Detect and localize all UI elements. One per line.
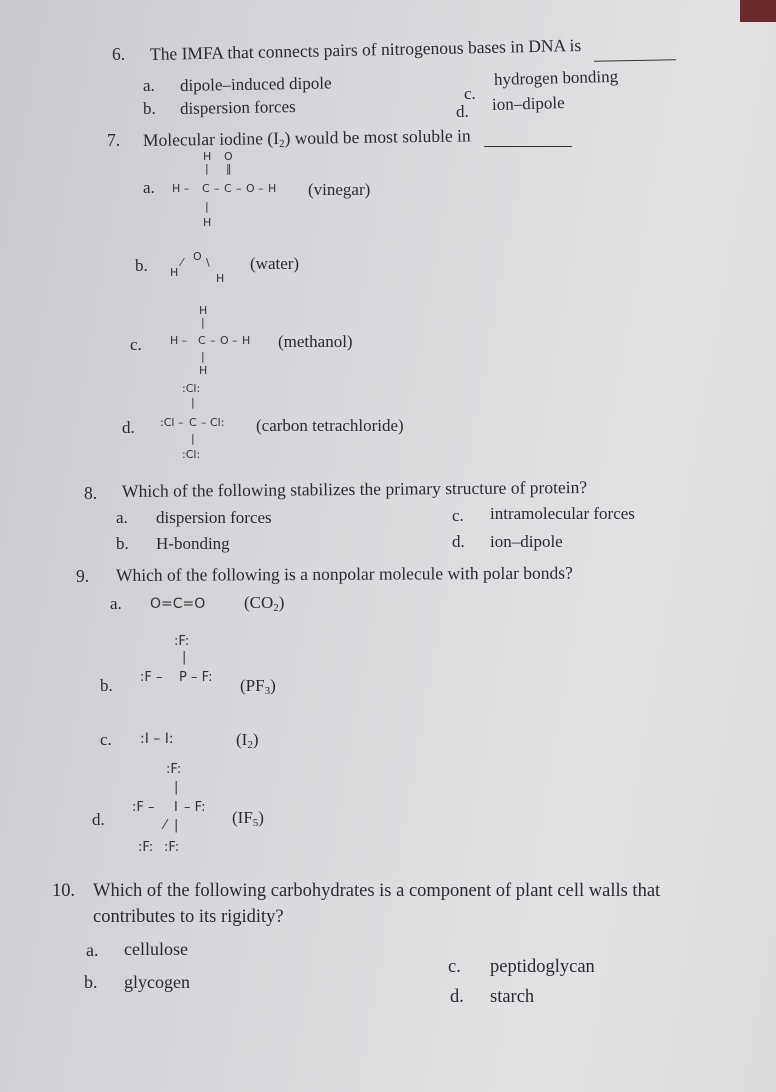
option-c-text[interactable]: peptidoglycan: [490, 957, 595, 977]
question-text: Which of the following is a nonpolar molecule with polar bonds?: [115, 562, 573, 585]
option-letter: b.: [100, 676, 113, 695]
option-letter: b.: [135, 256, 148, 275]
option-a-name: $(CO_2)$: [244, 593, 285, 614]
co2-structure[interactable]: O=C=O: [150, 596, 206, 612]
option-letter: c.: [448, 957, 461, 977]
option-letter: d.: [92, 810, 105, 829]
option-a-name: (vinegar): [308, 180, 371, 199]
question-number: 8.: [84, 483, 98, 503]
question-number: 9.: [76, 566, 90, 586]
option-a-text[interactable]: dispersion forces: [156, 508, 272, 527]
question-text: The IMFA that connects pairs of nitrogenous bases in DNA is: [149, 34, 582, 64]
question-text: Molecular iodine $(I_2)$ would be most soluble in: [142, 125, 471, 151]
option-letter: a.: [110, 594, 122, 613]
option-letter: c.: [464, 84, 476, 103]
option-a-text[interactable]: cellulose: [124, 939, 188, 959]
option-letter: a.: [143, 178, 155, 197]
answer-blank[interactable]: [594, 59, 676, 61]
question-number: 6.: [112, 44, 126, 64]
option-letter: d.: [450, 987, 464, 1007]
methanol-structure[interactable]: H | H – C – O – H | H: [170, 304, 251, 377]
question-number: 10.: [52, 881, 76, 901]
option-c-text[interactable]: intramolecular forces: [490, 504, 635, 523]
option-b-text[interactable]: H-bonding: [156, 534, 230, 553]
option-c-text[interactable]: hydrogen bonding: [493, 66, 619, 89]
i2-structure[interactable]: :I – I:: [140, 731, 174, 747]
option-b-text[interactable]: dispersion forces: [179, 96, 296, 118]
option-letter: b.: [84, 972, 98, 992]
page-corner-shadow: [740, 0, 776, 22]
option-letter: a.: [86, 940, 99, 960]
pf3-structure[interactable]: :F: | :F – P – F:: [140, 634, 213, 685]
question-text-line-2: contributes to its rigidity?: [93, 907, 284, 927]
option-c-name: $(I_2)$: [236, 730, 259, 751]
option-a-text[interactable]: dipole–induced dipole: [179, 73, 332, 95]
question-text-line-1: Which of the following carbohydrates is a component of plant cell walls that: [93, 881, 661, 901]
option-letter: c.: [452, 506, 464, 525]
carbon-tetrachloride-structure[interactable]: :Cl: | :Cl – C – Cl: | :Cl:: [160, 382, 225, 461]
option-letter: c.: [130, 335, 142, 354]
option-letter: a.: [143, 76, 155, 95]
water-structure[interactable]: O ⁄ \ H H: [170, 250, 225, 285]
option-letter: b.: [116, 534, 129, 553]
option-letter: d.: [452, 532, 465, 551]
option-d-text[interactable]: starch: [490, 987, 535, 1007]
question-text: Which of the following stabilizes the primary structure of protein?: [121, 476, 588, 501]
option-letter: d.: [122, 418, 135, 437]
option-b-name: $(PF_3)$: [240, 676, 276, 697]
option-d-text[interactable]: ion–dipole: [490, 532, 563, 551]
option-b-name: (water): [250, 254, 300, 273]
option-d-text[interactable]: ion–dipole: [491, 93, 565, 114]
if5-structure[interactable]: :F: | :F – I – F: ⁄ | :F: :F:: [132, 762, 206, 855]
option-letter: d.: [456, 102, 469, 121]
option-d-name: $(IF_5)$: [232, 808, 264, 829]
option-d-name: (carbon tetrachloride): [256, 416, 404, 435]
option-c-name: (methanol): [278, 332, 353, 351]
acetic-acid-structure[interactable]: H O | ‖ H – C – C – O – H | H: [172, 150, 277, 229]
answer-blank[interactable]: [484, 146, 572, 147]
option-letter: b.: [143, 99, 156, 118]
option-letter: a.: [116, 508, 128, 527]
option-letter: c.: [100, 730, 112, 749]
option-b-text[interactable]: glycogen: [124, 972, 190, 992]
question-number: 7.: [107, 130, 121, 150]
